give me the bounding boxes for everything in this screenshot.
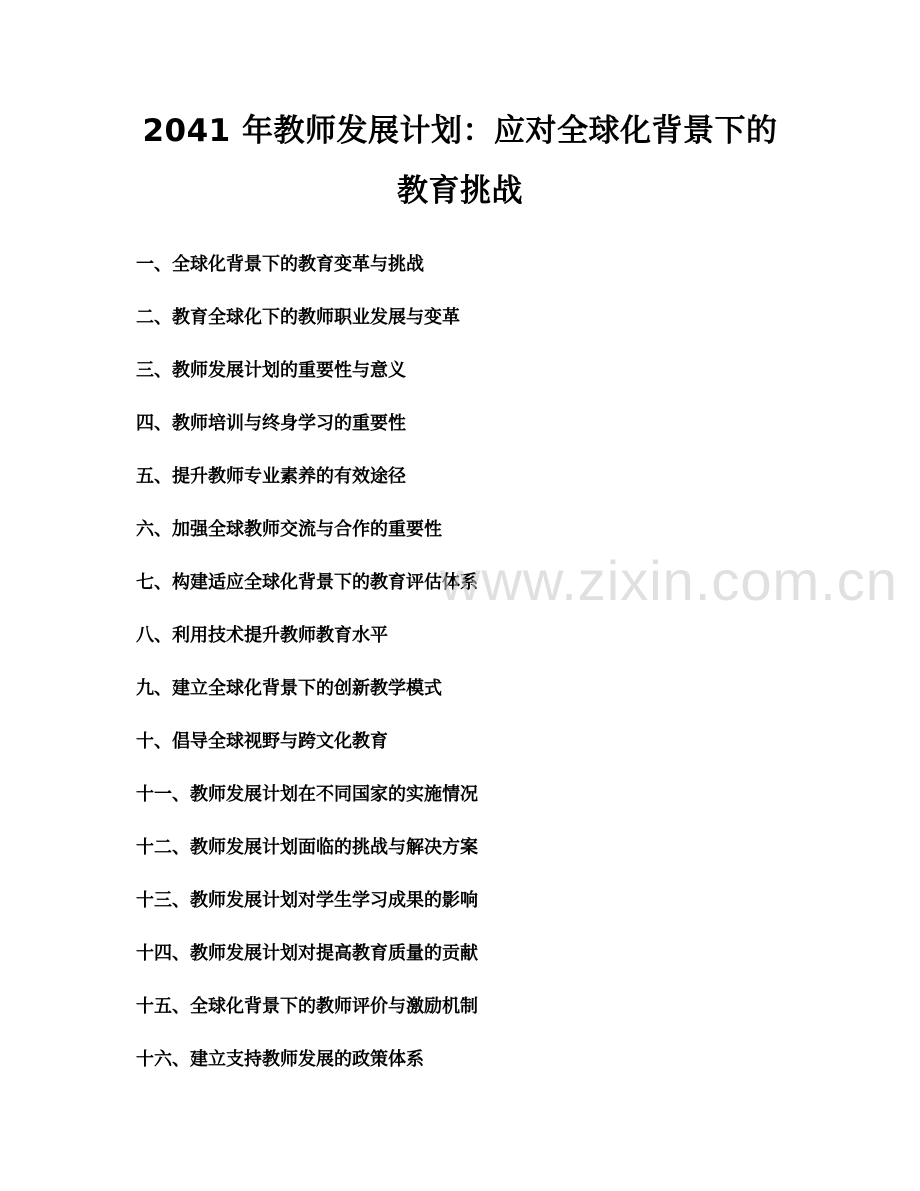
document-title-line-1: 2041 年教师发展计划：应对全球化背景下的 [142, 113, 778, 149]
toc-item: 三、教师发展计划的重要性与意义 [136, 360, 406, 381]
toc-item: 十、倡导全球视野与跨文化教育 [136, 731, 388, 752]
table-of-contents [136, 253, 478, 1101]
toc-item: 十六、建立支持教师发展的政策体系 [136, 1049, 424, 1070]
toc-item: 十五、全球化背景下的教师评价与激励机制 [136, 996, 478, 1017]
toc-item: 九、建立全球化背景下的创新教学模式 [136, 678, 442, 699]
toc-item: 二、教育全球化下的教师职业发展与变革 [136, 307, 460, 328]
toc-item: 七、构建适应全球化背景下的教育评估体系 [136, 572, 478, 593]
toc-item: 十四、教师发展计划对提高教育质量的贡献 [136, 943, 478, 964]
toc-item: 十一、教师发展计划在不同国家的实施情况 [136, 784, 478, 805]
toc-item: 八、利用技术提升教师教育水平 [136, 625, 388, 646]
toc-item: 十二、教师发展计划面临的挑战与解决方案 [136, 837, 478, 858]
toc-item: 十三、教师发展计划对学生学习成果的影响 [136, 890, 478, 911]
document-title-line-2: 教育挑战 [397, 173, 523, 209]
toc-item: 四、教师培训与终身学习的重要性 [136, 413, 406, 434]
toc-item: 五、提升教师专业素养的有效途径 [136, 466, 406, 487]
toc-item: 一、全球化背景下的教育变革与挑战 [136, 254, 424, 275]
watermark: www.zixin.com.cn [440, 549, 898, 612]
toc-item: 六、加强全球教师交流与合作的重要性 [136, 519, 442, 540]
